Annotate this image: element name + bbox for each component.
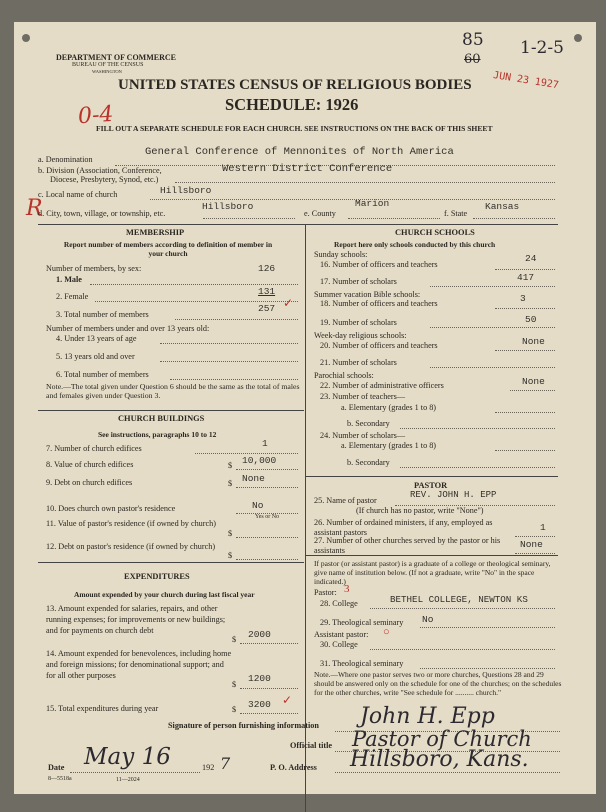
q21-label: 21. Number of scholars	[320, 358, 397, 367]
q27-value: None	[520, 539, 543, 550]
q14-label: 14. Amount expended for benevolences, including home and foreign missions; for denominational support; and for all other purposes	[46, 649, 232, 680]
buildings-intro: See instructions, paragraphs 10 to 12	[98, 430, 217, 439]
year-value: 7	[220, 754, 231, 773]
dollar-sign: $	[228, 551, 233, 560]
q11-label: 11. Value of pastor's residence (if owned by church)	[46, 519, 216, 528]
q2-female-value: 131	[258, 286, 276, 297]
membership-title: MEMBERSHIP	[126, 228, 185, 237]
q15-value: 3200	[248, 699, 271, 710]
denomination-value: General Conference of Mennonites of North America	[145, 146, 454, 158]
q22-value: None	[522, 376, 545, 387]
red-check-mark: ✓	[282, 693, 293, 707]
signature-value: John H. Epp	[360, 704, 495, 729]
received-stamp: JUN 23 1927	[492, 70, 560, 92]
q7-label: 7. Number of church edifices	[46, 444, 142, 453]
sunday-header: Sunday schools:	[314, 250, 368, 259]
q3-total-value: 257	[258, 303, 276, 314]
pastor-label: Pastor:	[314, 588, 337, 597]
q8-label: 8. Value of church edifices	[46, 460, 134, 469]
q1-label: 1. Male	[56, 275, 82, 284]
county-label: e. County	[304, 209, 336, 218]
q10-label: 10. Does church own pastor's residence	[46, 504, 176, 513]
q25-label: 25. Name of pastor	[314, 496, 377, 505]
expenditures-title: EXPENDITURES	[124, 572, 190, 581]
q17-label: 17. Number of scholars	[320, 277, 397, 286]
q23a-label: a. Elementary (grades 1 to 8)	[341, 403, 437, 412]
by-sex-label: Number of members, by sex:	[46, 264, 142, 273]
q20-value: None	[522, 336, 545, 347]
red-circle-mark: ○	[383, 626, 390, 638]
official-title-value: Pastor of Church	[352, 727, 532, 751]
red-pastor-mark: 3	[344, 583, 350, 595]
punch-hole	[574, 34, 582, 42]
q14-value: 1200	[248, 673, 271, 684]
q9-value: None	[242, 473, 265, 484]
form-title: UNITED STATES CENSUS OF RELIGIOUS BODIES	[118, 77, 472, 93]
dollar-sign: $	[228, 461, 233, 470]
schedule-title: SCHEDULE: 1926	[225, 95, 359, 114]
red-r-mark: R	[26, 196, 43, 221]
pastor-title: PASTOR	[414, 481, 448, 490]
red-code-04: 0-4	[77, 101, 115, 130]
graduate-note: If pastor (or assistant pastor) is a graduate of a college or theological seminary, give name of institution below. (If not a graduate, write "No" in the space indicated.)	[314, 559, 551, 586]
q24-label: 24. Number of scholars—	[320, 431, 406, 440]
q19-value: 50	[525, 314, 537, 325]
dollar-sign: $	[228, 529, 233, 538]
dollar-sign: $	[228, 479, 233, 488]
division-label-2: Diocese, Presbytery, Synod, etc.)	[50, 175, 159, 184]
official-title-label: Official title	[290, 741, 333, 750]
q23-label: 23. Number of teachers—	[320, 392, 406, 401]
q26-label: 26. Number of ordained ministers, if any, employed as assistant pastors	[314, 518, 493, 537]
dollar-sign: $	[232, 705, 237, 714]
q16-label: 16. Number of officers and teachers	[320, 260, 438, 269]
membership-intro: Report number of members according to definition of member in your church	[63, 240, 273, 258]
local-name-label: c. Local name of church	[38, 190, 118, 199]
date-label: Date	[48, 763, 65, 772]
summer-header: Summer vacation Bible schools:	[314, 290, 421, 299]
instruction-line: FILL OUT A SEPARATE SCHEDULE FOR EACH CHURCH. SEE INSTRUCTIONS ON THE BACK OF THIS SHEET	[96, 124, 493, 133]
q10-value: No	[252, 500, 264, 511]
q24a-label: a. Elementary (grades 1 to 8)	[341, 441, 437, 450]
schools-intro: Report here only schools conducted by this church	[334, 240, 496, 249]
expenditures-intro: Amount expended by your church during last fiscal year	[74, 590, 255, 599]
q12-label: 12. Debt on pastor's residence (if owned by church)	[46, 542, 216, 551]
dollar-sign: $	[232, 680, 237, 689]
date-value: May 16	[84, 744, 171, 770]
q20-label: 20. Number of officers and teachers	[320, 341, 438, 350]
q17-value: 417	[517, 272, 535, 283]
age-header: Number of members under and over 13 years old:	[46, 324, 210, 333]
division-value: Western District Conference	[222, 163, 393, 175]
city-label-field: d. City, town, village, or township, etc.	[38, 209, 166, 218]
q3-label: 3. Total number of members	[56, 310, 149, 319]
q22-label: 22. Number of administrative officers	[320, 381, 444, 390]
q27-label: 27. Number of other churches served by the pastor or his assistants	[314, 536, 501, 555]
q16-value: 24	[525, 253, 537, 264]
q8-value: 10,000	[242, 455, 277, 466]
q15-label: 15. Total expenditures during year	[46, 704, 159, 713]
q25-note: (If church has no pastor, write "None")	[356, 506, 484, 515]
q13-value: 2000	[248, 629, 271, 640]
form-code: 8—5518a	[48, 776, 72, 782]
q29-label: 29. Theological seminary	[320, 618, 404, 627]
red-check-mark: ✓	[283, 296, 294, 310]
q25-value: REV. JOHN H. EPP	[410, 490, 497, 500]
denomination-label: a. Denomination	[38, 155, 93, 164]
city-value: Hillsboro	[202, 201, 254, 212]
q4-label: 4. Under 13 years of age	[56, 334, 137, 343]
q24b-label: b. Secondary	[347, 458, 390, 467]
q18-value: 3	[520, 293, 526, 304]
q19-label: 19. Number of scholars	[320, 318, 397, 327]
q28-label: 28. College	[320, 599, 358, 608]
po-address-label: P. O. Address	[270, 763, 317, 772]
parochial-header: Parochial schools:	[314, 371, 374, 380]
state-label: f. State	[444, 209, 468, 218]
q5-label: 5. 13 years old and over	[56, 352, 135, 361]
q23b-label: b. Secondary	[347, 419, 390, 428]
year-prefix: 192	[202, 763, 215, 772]
print-code: 11—2024	[116, 777, 140, 783]
q2-label: 2. Female	[56, 292, 89, 301]
q30-label: 30. College	[320, 640, 358, 649]
q1-male-value: 126	[258, 263, 276, 274]
number-60-struck: 60	[464, 52, 481, 67]
county-value: Marion	[355, 198, 390, 209]
q28-value: BETHEL COLLEGE, NEWTON KS	[390, 594, 528, 605]
q26-value: 1	[540, 522, 546, 533]
q13-label: 13. Amount expended for salaries, repairs, and other running expenses; for improvements or new buildings; and for payments on church debt	[46, 604, 226, 635]
weekday-header: Week-day religious schools:	[314, 331, 407, 340]
dollar-sign: $	[232, 635, 237, 644]
po-address-value: Hillsboro, Kans.	[350, 747, 529, 772]
local-name-value: Hillsboro	[160, 185, 212, 196]
schools-title: CHURCH SCHOOLS	[395, 228, 475, 237]
punch-hole	[22, 34, 30, 42]
pastor-note: Note.—Where one pastor serves two or more churches, Questions 28 and 29 should be answered only on the schedule for one of the churches; on the schedules for the other churches, write "See schedule for .......... church."	[314, 670, 562, 697]
department-label: DEPARTMENT OF COMMERCE	[56, 53, 177, 62]
assistant-pastor-label: Assistant pastor:	[314, 630, 369, 639]
q31-label: 31. Theological seminary	[320, 659, 404, 668]
q29-value: No	[422, 614, 434, 625]
q18-label: 18. Number of officers and teachers	[320, 299, 438, 308]
state-value: Kansas	[485, 201, 520, 212]
q7-value: 1	[262, 438, 268, 449]
q6-label: 6. Total number of members	[56, 370, 149, 379]
city-label: WASHINGTON	[92, 69, 122, 74]
division-label: b. Division (Association, Conference,	[38, 166, 162, 175]
bureau-label: BUREAU OF THE CENSUS	[72, 62, 144, 68]
yes-no-hint: Yes or No	[255, 514, 280, 520]
number-85: 85	[462, 30, 484, 50]
membership-note: Note.—The total given under Question 6 should be the same as the total of males and females given under Question 3.	[46, 382, 300, 400]
signature-label: Signature of person furnishing information	[168, 721, 319, 730]
date-code: 1-2-5	[520, 38, 564, 58]
q9-label: 9. Debt on church edifices	[46, 478, 133, 487]
buildings-title: CHURCH BUILDINGS	[118, 414, 205, 423]
